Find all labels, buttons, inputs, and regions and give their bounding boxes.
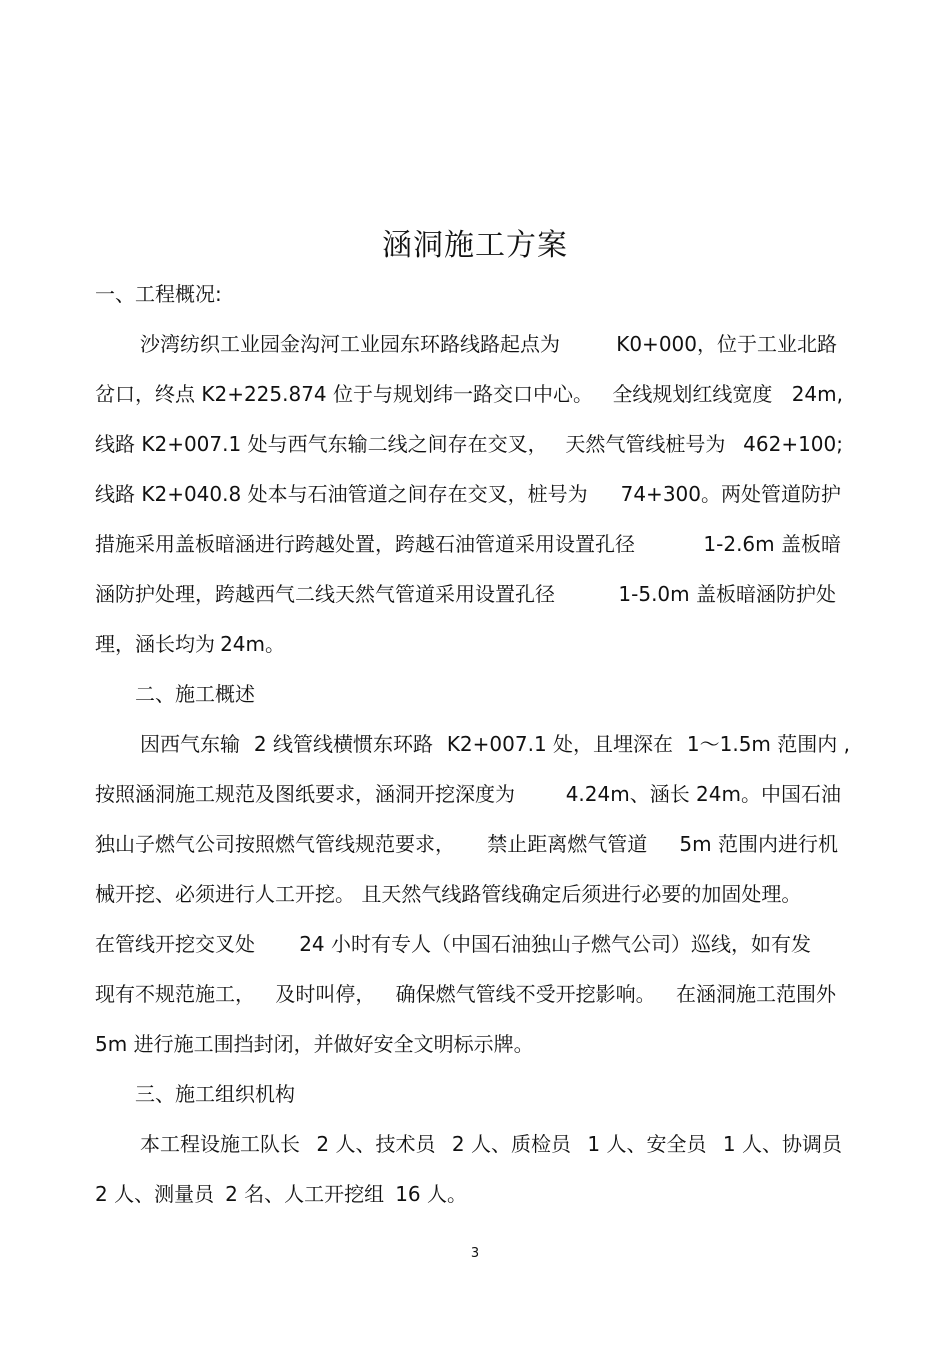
text-run: 天然气管线桩号为 bbox=[565, 432, 726, 456]
text-run: 在管线开挖交叉处 bbox=[95, 932, 255, 956]
text-run: 全线规划红线宽度 bbox=[612, 382, 773, 406]
text-run: K2+007.1 处，且埋深在 bbox=[446, 732, 674, 756]
text-run: 2 名、人工开挖组 bbox=[225, 1182, 385, 1206]
text-run: 措施采用盖板暗涵进行跨越处置，跨越石油管道采用设置孔径 bbox=[95, 532, 635, 556]
text-run: 1-2.6m 盖板暗 bbox=[703, 532, 841, 556]
text-run: 2 人、技术员 bbox=[316, 1132, 436, 1156]
section-heading: 一、工程概况: bbox=[95, 282, 222, 306]
text-run: 1 人、协调员 bbox=[722, 1132, 842, 1156]
text-run: 按照涵洞施工规范及图纸要求，涵洞开挖深度为 bbox=[95, 782, 515, 806]
paragraph-line bbox=[95, 627, 285, 661]
paragraph-line bbox=[140, 727, 850, 761]
paragraph-line bbox=[140, 1127, 842, 1161]
paragraph-line bbox=[95, 827, 838, 861]
paragraph-line: 5m 进行施工围挡封闭，并做好安全文明标示牌。 bbox=[95, 1032, 534, 1056]
text-run: 禁止距离燃气管道 bbox=[487, 832, 648, 856]
text-run: K0+000，位于工业北路 bbox=[616, 332, 837, 356]
text-run: 24m。 bbox=[220, 632, 285, 656]
section-heading: 三、施工组织机构 bbox=[135, 1082, 295, 1106]
text-run: 线路 K2+040.8 处本与石油管道之间存在交叉，桩号为 bbox=[95, 482, 588, 506]
paragraph-line bbox=[95, 927, 811, 961]
paragraph-line bbox=[95, 777, 841, 811]
text-run: 1～1.5m 范围内 , bbox=[686, 732, 850, 756]
text-run: 线路 K2+007.1 处与西气东输二线之间存在交叉， bbox=[95, 432, 548, 456]
paragraph-line bbox=[95, 577, 836, 611]
text-run: 现有不规范施工， bbox=[95, 982, 255, 1006]
paragraph-line bbox=[95, 1177, 467, 1211]
text-run: 确保燃气管线不受开挖影响。 bbox=[395, 982, 656, 1006]
text-run: 2 人、测量员 bbox=[95, 1182, 215, 1206]
section-heading: 二、施工概述 bbox=[135, 682, 255, 706]
paragraph-line bbox=[95, 977, 836, 1011]
text-run: 本工程设施工队长 bbox=[140, 1132, 300, 1156]
text-run: 因西气东输 bbox=[140, 732, 240, 756]
paragraph-line bbox=[95, 477, 841, 511]
text-run: 2 线管线横惯东环路 bbox=[253, 732, 433, 756]
text-run: 74+300。两处管道防护 bbox=[620, 482, 841, 506]
text-run: 24m, bbox=[791, 382, 843, 406]
text-run: 沙湾纺织工业园金沟河工业园东环路线路起点为 bbox=[140, 332, 560, 356]
paragraph-line bbox=[95, 377, 843, 411]
text-run: 在涵洞施工范围外 bbox=[675, 982, 836, 1006]
paragraph-line bbox=[95, 527, 841, 561]
text-run: 2 人、质检员 bbox=[451, 1132, 571, 1156]
text-run: 1-5.0m 盖板暗涵防护处 bbox=[618, 582, 836, 606]
text-run: 24 小时有专人（中国石油独山子燃气公司）巡线，如有发 bbox=[299, 932, 811, 956]
paragraph-line bbox=[140, 327, 837, 361]
text-run: 1 人、安全员 bbox=[587, 1132, 707, 1156]
text-run: 462+100; bbox=[743, 432, 843, 456]
text-run: 16 人。 bbox=[395, 1182, 467, 1206]
paragraph-line: 械开挖、必须进行人工开挖。 且天然气线路管线确定后须进行必要的加固处理。 bbox=[95, 882, 802, 906]
text-run: 5m 范围内进行机 bbox=[679, 832, 838, 856]
text-run: 岔口，终点 K2+225.874 位于与规划纬一路交口中心。 bbox=[95, 382, 594, 406]
text-run: 4.24m、涵长 24m。中国石油 bbox=[565, 782, 841, 806]
page-number: 3 bbox=[470, 1246, 480, 1261]
paragraph-line bbox=[95, 427, 843, 461]
text-run: 涵防护处理，跨越西气二线天然气管道采用设置孔径 bbox=[95, 582, 555, 606]
text-run: 及时叫停， bbox=[275, 982, 376, 1006]
document-title: 涵洞施工方案 bbox=[382, 228, 568, 263]
text-run: 独山子燃气公司按照燃气管线规范要求， bbox=[95, 832, 455, 856]
text-run: 理，涵长均为 bbox=[95, 632, 215, 656]
